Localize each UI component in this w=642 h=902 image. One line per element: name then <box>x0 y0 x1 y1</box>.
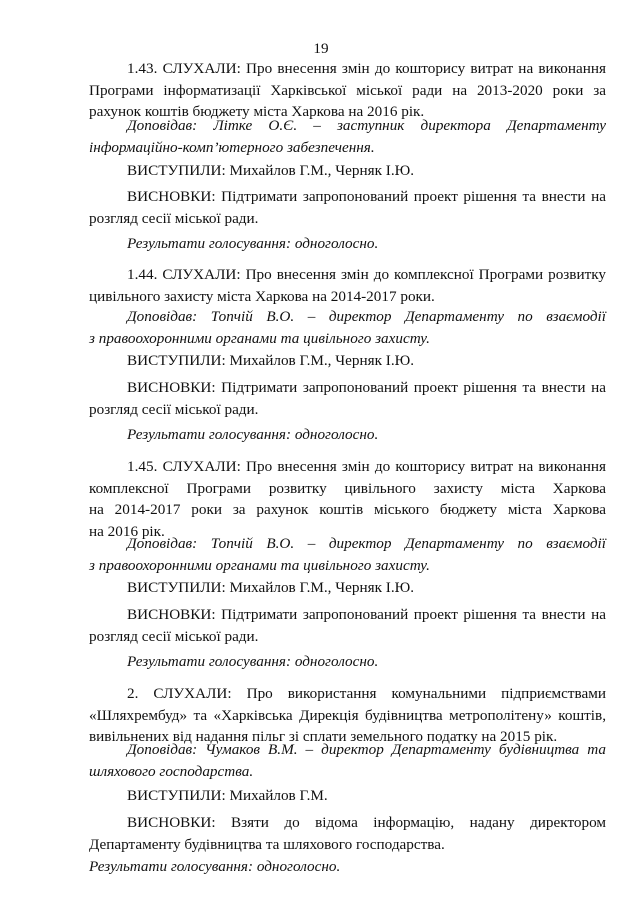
text-line: розгляд сесії міської ради. <box>89 209 259 227</box>
text-line: шляхового господарства. <box>89 762 254 780</box>
text-line: Доповідав: Топчій В.О. – директор Департаменту по взаємодії <box>127 308 606 325</box>
text-line: Доповідав: Чумаков В.М. – директор Департаменту будівництва та <box>127 741 606 758</box>
speaker-paragraph-1-45 <box>89 533 606 576</box>
text-line: інформаційно-комп’ютерного забезпечення. <box>89 138 375 156</box>
text-line: ВИСНОВКИ: Взяти до відома інформацію, надану директором <box>127 814 606 831</box>
speaker-paragraph-1-43 <box>89 115 606 158</box>
text-line: Доповідав: Топчій В.О. – директор Департаменту по взаємодії <box>127 535 606 552</box>
heard-paragraph-1-43 <box>89 58 606 123</box>
text-line: на 2016 рік. <box>89 522 165 540</box>
text-line: рахунок коштів бюджету міста Харкова на 2016 рік. <box>89 103 425 120</box>
spoke-line-1-45: ВИСТУПИЛИ: Михайлов Г.М., Черняк І.Ю. <box>127 579 415 596</box>
text-line: 1.43. СЛУХАЛИ: Про внесення змін до кошторису витрат на виконання <box>127 60 606 77</box>
page-number: 19 <box>313 40 329 57</box>
text-line: розгляд сесії міської ради. <box>89 627 259 645</box>
conclusion-paragraph-1-44 <box>89 377 606 420</box>
text-line: Департаменту будівництва та шляхового господарства. <box>89 835 445 853</box>
speaker-paragraph-1-44 <box>89 306 606 349</box>
conclusion-paragraph-2 <box>89 812 606 855</box>
text-line: ВИСНОВКИ: Підтримати запропонований проект рішення та внести на <box>127 379 606 396</box>
heard-paragraph-2 <box>89 683 606 748</box>
text-line: ВИСНОВКИ: Підтримати запропонований проект рішення та внести на <box>127 188 606 205</box>
text-line: з правоохоронними органами та цивільного захисту. <box>89 329 430 347</box>
text-line: 2. СЛУХАЛИ: Про використання комунальними підприємствами <box>127 685 606 702</box>
spoke-line-1-43: ВИСТУПИЛИ: Михайлов Г.М., Черняк І.Ю. <box>127 162 415 179</box>
spoke-line-1-44: ВИСТУПИЛИ: Михайлов Г.М., Черняк І.Ю. <box>127 352 415 369</box>
heard-paragraph-1-45 <box>89 456 606 542</box>
heard-paragraph-1-44 <box>89 264 606 307</box>
text-line: Доповідав: Літке О.Є. – заступник директора Департаменту <box>127 117 606 134</box>
spoke-line-2: ВИСТУПИЛИ: Михайлов Г.М. <box>127 787 328 804</box>
conclusion-paragraph-1-43 <box>89 186 606 229</box>
speaker-paragraph-2 <box>89 739 606 782</box>
text-line: розгляд сесії міської ради. <box>89 400 259 418</box>
vote-result-1-44: Результати голосування: одноголосно. <box>127 426 379 443</box>
text-line: Програми інформатизації Харківської міської ради на 2013-2020 роки за <box>89 81 606 99</box>
text-line: вивільнених від надання пільг зі сплати земельного податку на 2015 рік. <box>89 728 558 745</box>
text-line: цивільного захисту міста Харкова на 2014-2017 роки. <box>89 287 435 305</box>
conclusion-paragraph-1-45 <box>89 604 606 647</box>
vote-result-1-45: Результати голосування: одноголосно. <box>127 653 379 670</box>
text-line: 1.44. СЛУХАЛИ: Про внесення змін до комплексної Програми розвитку <box>127 266 606 283</box>
text-line: на 2014-2017 роки за рахунок коштів міського бюджету міста Харкова <box>89 501 606 518</box>
text-line: ВИСНОВКИ: Підтримати запропонований проект рішення та внести на <box>127 606 606 623</box>
text-line: комплексної Програми розвитку цивільного захисту міста Харкова <box>89 479 606 497</box>
vote-result-1-43: Результати голосування: одноголосно. <box>127 235 379 252</box>
text-line: з правоохоронними органами та цивільного захисту. <box>89 556 430 574</box>
text-line: 1.45. СЛУХАЛИ: Про внесення змін до кошторису витрат на виконання <box>127 458 606 475</box>
text-line: «Шляхрембуд» та «Харківська Дирекція будівництва метрополітену» коштів, <box>89 706 606 724</box>
vote-result-2: Результати голосування: одноголосно. <box>89 858 341 875</box>
